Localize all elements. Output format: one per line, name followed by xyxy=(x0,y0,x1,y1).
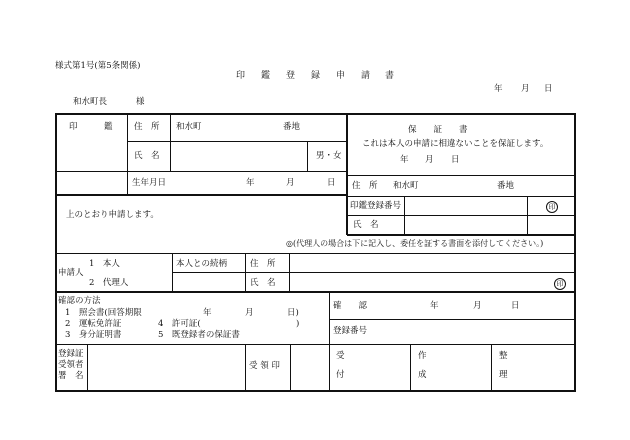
receipt-stamp-label: 受 領 印 xyxy=(249,361,280,371)
form-number: 様式第1号(第5条関係) xyxy=(55,61,141,71)
verification-item-3[interactable]: 3 身分証明書 xyxy=(65,330,122,340)
seal-label-1: 印 xyxy=(69,122,78,132)
confirm-day: 日 xyxy=(511,301,520,311)
receipt-signature-field[interactable] xyxy=(89,345,244,389)
office-uketsuke-2: 付 xyxy=(336,370,345,380)
guarantor-address-value[interactable]: 和水町 xyxy=(393,181,419,191)
verification-item-2[interactable]: 2 運転免許証 xyxy=(65,319,122,329)
guarantee-day: 日 xyxy=(451,155,460,165)
office-sakusei-2: 成 xyxy=(418,370,427,380)
seal-label-2: 鑑 xyxy=(104,122,113,132)
guarantor-seal-mark: 印 xyxy=(546,201,558,213)
title-char: 鑑 xyxy=(261,71,271,81)
title-char: 書 xyxy=(385,71,395,81)
applicant-label: 申請人 xyxy=(58,268,84,278)
relation-label: 本人との続柄 xyxy=(176,259,228,269)
guarantor-name-field[interactable] xyxy=(406,216,526,233)
verification-item-5[interactable]: 5 既登録者の保証書 xyxy=(158,330,240,340)
dob-label: 生年月日 xyxy=(132,178,167,188)
title-char: 録 xyxy=(311,71,321,81)
address-value[interactable]: 和水町 xyxy=(176,122,202,132)
address-label: 住 所 xyxy=(134,122,160,132)
guarantee-year: 年 xyxy=(400,155,409,165)
agent-seal-mark: 印 xyxy=(554,278,566,290)
applicant-option-self[interactable]: 1 本人 xyxy=(89,259,120,269)
title-char: 請 xyxy=(361,71,371,81)
agent-note: ◎(代理人の場合は下に記入し、委任を証する書面を添付してください。) xyxy=(286,239,544,248)
name-label: 氏 名 xyxy=(134,151,160,161)
item4-close: ) xyxy=(296,319,300,329)
receipt-stamp-field[interactable] xyxy=(291,345,328,389)
item1-day: 日) xyxy=(287,308,299,318)
confirm-month: 月 xyxy=(473,301,482,311)
address-banchi: 番地 xyxy=(283,122,301,132)
dob-year: 年 xyxy=(246,178,255,188)
receipt-label-line: 登録証 xyxy=(58,349,84,359)
header-month: 月 xyxy=(521,84,530,94)
guarantor-banchi: 番地 xyxy=(497,181,515,191)
item1-month: 月 xyxy=(245,308,254,318)
relation-field[interactable] xyxy=(174,273,244,290)
office-seiri-2: 理 xyxy=(499,370,508,380)
dob-day: 日 xyxy=(327,178,336,188)
gender-choice[interactable]: 男・女 xyxy=(316,151,342,161)
header-year: 年 xyxy=(494,84,503,94)
applicant-option-agent[interactable]: 2 代理人 xyxy=(89,278,129,288)
guarantee-statement: これは本人の申請に相違ないことを保証します。 xyxy=(362,139,549,149)
confirm-label: 確 認 xyxy=(333,301,368,311)
confirm-year: 年 xyxy=(430,301,439,311)
header-day: 日 xyxy=(544,84,553,94)
guarantee-title: 保 証 書 xyxy=(408,125,468,135)
office-uketsuke-1: 受 xyxy=(336,351,345,361)
guarantor-reg-no-label: 印鑑登録番号 xyxy=(350,201,402,211)
dob-month: 月 xyxy=(286,178,295,188)
title-char: 印 xyxy=(236,71,246,81)
verification-title: 確認の方法 xyxy=(58,296,101,306)
agent-name-label: 氏 名 xyxy=(250,278,276,288)
agent-address-label: 住 所 xyxy=(250,259,276,269)
verification-item-4[interactable]: 4 許可証( xyxy=(158,319,201,329)
guarantor-address-label: 住 所 xyxy=(352,181,378,191)
receipt-label-line: 受領者 xyxy=(58,360,84,370)
request-statement: 上のとおり申請します。 xyxy=(66,210,159,220)
reg-no-label: 登録番号 xyxy=(333,326,368,336)
office-seiri-1: 整 xyxy=(499,351,508,361)
guarantor-name-label: 氏 名 xyxy=(353,220,379,230)
office-sakusei-1: 作 xyxy=(418,351,427,361)
guarantor-reg-no-field[interactable] xyxy=(406,197,526,214)
guarantee-month: 月 xyxy=(425,155,434,165)
item1-year: 年 xyxy=(203,308,212,318)
title-char: 申 xyxy=(336,71,346,81)
title-char: 登 xyxy=(286,71,296,81)
receipt-label-line: 署 名 xyxy=(58,371,84,381)
addressee-name: 和水町長 xyxy=(73,97,108,107)
addressee-honorific: 様 xyxy=(136,97,145,107)
verification-item-1[interactable]: 1 照会書(回答期限 xyxy=(65,308,142,318)
name-field[interactable] xyxy=(172,142,306,170)
